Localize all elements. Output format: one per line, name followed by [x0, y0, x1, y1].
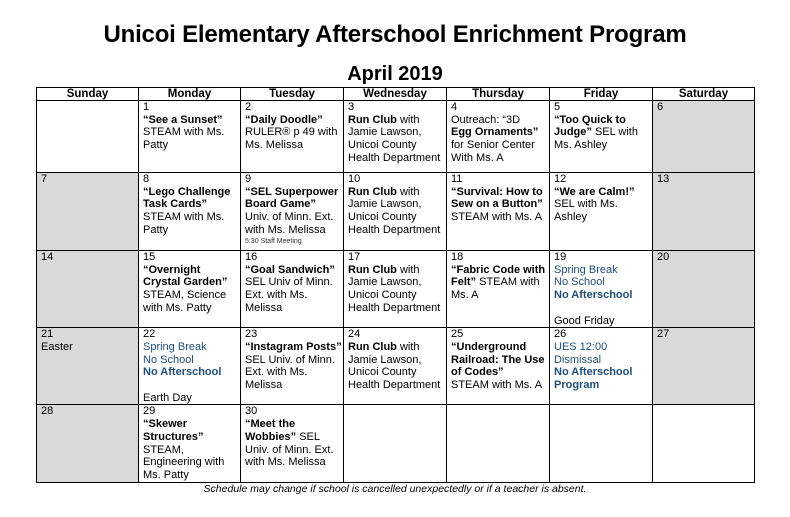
day-number: 30: [245, 405, 258, 418]
weekday-sunday: Sunday: [37, 88, 139, 101]
activity-desc: for Senior Center With Ms. A: [451, 139, 535, 164]
week-row: [37, 173, 755, 251]
day-cell-weekend: [653, 328, 755, 405]
activity-desc: STEAM with Ms. A: [451, 379, 543, 392]
activity-title: “Skewer Structures”: [143, 418, 204, 443]
weekday-saturday: Saturday: [653, 88, 755, 101]
day-number: 9: [245, 173, 252, 185]
day-number: 24: [348, 328, 361, 341]
activity-title: “Survival: How to Sew on a Button”: [451, 185, 543, 211]
notice-no-afterschool: No Afterschool: [554, 289, 633, 302]
week-row: [37, 405, 755, 483]
activity-desc: Univ. of Minn. Ext. with Ms. Melissa: [245, 211, 334, 236]
day-number: 20: [657, 251, 670, 263]
activity-title: “Instagram Posts”: [245, 340, 342, 353]
activity-title: Run Club: [348, 263, 397, 276]
day-cell-weekend: [37, 251, 139, 328]
activity-desc: Jamie Lawson, Unicoi County Health Department: [348, 353, 441, 392]
day-number: 18: [451, 251, 464, 263]
day-number: 12: [554, 173, 567, 185]
notice-spring-break: Spring Break: [554, 263, 618, 276]
week-row: [37, 328, 755, 405]
day-cell-empty: [37, 101, 139, 173]
day-number: 23: [245, 328, 258, 341]
day-number: 17: [348, 251, 361, 263]
activity-title: “Daily Doodle”: [245, 113, 323, 126]
weekday-monday: Monday: [139, 88, 241, 101]
day-cell-weekend: [37, 328, 139, 405]
activity-title: “Goal Sandwich”: [245, 263, 335, 276]
holiday-label: Good Friday: [554, 314, 615, 327]
notice-no-school: No School: [554, 276, 605, 289]
activity-desc: STEAM with Ms. Patty: [143, 211, 225, 236]
day-number: 7: [41, 173, 48, 185]
activity-desc-inline: with: [396, 185, 420, 198]
day-number: 6: [657, 101, 664, 113]
activity-title: Egg Ornaments”: [451, 126, 539, 139]
notice-no-afterschool: No Afterschool Program: [554, 366, 633, 392]
day-cell: [550, 173, 653, 251]
day-number: 28: [41, 405, 54, 418]
activity-title: “Overnight Crystal Garden”: [143, 263, 228, 289]
day-number: 21: [41, 328, 54, 341]
day-number: 16: [245, 251, 258, 263]
day-number: 2: [245, 101, 252, 113]
activity-pre: Outreach: “3D: [451, 113, 521, 126]
day-cell: [241, 405, 344, 483]
activity-title: Run Club: [348, 340, 397, 353]
weekday-tuesday: Tuesday: [241, 88, 344, 101]
activity-desc-inline: SEL with Ms. Ashley: [554, 126, 638, 152]
activity-desc: SEL with Ms. Ashley: [554, 198, 618, 224]
activity-desc-inline: with: [396, 340, 420, 353]
page-title: Unicoi Elementary Afterschool Enrichment Program: [103, 21, 687, 48]
activity-desc: STEAM with Ms. Patty: [143, 126, 225, 152]
activity-desc: STEAM, Engineering with Ms. Patty: [143, 443, 225, 481]
weekday-friday: Friday: [550, 88, 653, 101]
day-cell: [550, 328, 653, 405]
activity-title: “We are Calm!”: [554, 185, 635, 198]
weekday-header-row: [37, 88, 755, 101]
activity-desc-inline: with: [396, 113, 420, 126]
day-cell: [344, 173, 447, 251]
day-cell-weekend: [653, 251, 755, 328]
holiday-label: Easter: [41, 340, 73, 353]
day-cell: [447, 251, 550, 328]
day-cell: [241, 251, 344, 328]
activity-desc: RULER® p 49 with Ms. Melissa: [245, 126, 338, 152]
day-number: 14: [41, 251, 54, 263]
activity-title: “Lego Challenge Task Cards”: [143, 185, 231, 211]
calendar-table: [36, 87, 755, 483]
day-number: 15: [143, 251, 156, 263]
day-number: 4: [451, 101, 458, 113]
day-cell-weekend: [37, 405, 139, 483]
weekday-wednesday: Wednesday: [344, 88, 447, 101]
holiday-label: Earth Day: [143, 391, 192, 404]
day-number: 13: [657, 173, 670, 185]
day-number: 8: [143, 173, 150, 185]
day-cell: [139, 328, 241, 405]
day-cell: [139, 101, 241, 173]
day-cell: [139, 173, 241, 251]
activity-desc-inline: SEL Univ. of Minn. Ext. with Ms. Melissa: [245, 353, 335, 392]
day-cell: [344, 251, 447, 328]
activity-desc-inline: SEL Univ. of Minn. Ext. with Ms. Melissa: [245, 430, 334, 469]
staff-meeting-note: 5:30 Staff Meeting: [245, 237, 302, 245]
day-cell: [241, 101, 344, 173]
activity-title: “SEL Superpower Board Game”: [245, 185, 339, 211]
day-cell: [447, 173, 550, 251]
day-number: 19: [554, 251, 567, 263]
month-title: April 2019: [347, 63, 443, 85]
notice-spring-break: Spring Break: [143, 340, 207, 353]
day-number: 3: [348, 101, 355, 113]
week-row: [37, 101, 755, 173]
day-number: 10: [348, 173, 361, 185]
week-row: [37, 251, 755, 328]
activity-title: “Underground Railroad: The Use of Codes”: [451, 340, 545, 379]
day-cell-weekend: [37, 173, 139, 251]
activity-title: “Too Quick to Judge”: [554, 113, 626, 139]
day-cell: [344, 101, 447, 173]
day-cell: [550, 251, 653, 328]
day-cell: [139, 251, 241, 328]
activity-title: “Meet the Wobbies”: [245, 418, 297, 443]
day-number: 25: [451, 328, 464, 341]
day-cell: [447, 328, 550, 405]
activity-desc-inline: STEAM with Ms. A: [451, 276, 540, 302]
schedule-disclaimer: Schedule may change if school is cancelled unexpectedly or if a teacher is absent.: [203, 483, 587, 495]
activity-desc: Jamie Lawson, Unicoi County Health Department: [348, 126, 441, 164]
day-number: 27: [657, 328, 670, 341]
activity-title: Run Club: [348, 113, 397, 126]
day-cell: [241, 173, 344, 251]
activity-desc: STEAM with Ms. A: [451, 211, 543, 224]
day-number: 5: [554, 101, 561, 113]
day-cell-empty: [344, 405, 447, 483]
day-number: 26: [554, 328, 567, 341]
day-number: 22: [143, 328, 156, 341]
activity-desc: Jamie Lawson, Unicoi County Health Department: [348, 276, 441, 314]
day-cell-weekend: [653, 173, 755, 251]
day-cell-weekend: [653, 101, 755, 173]
day-number: 11: [451, 173, 463, 185]
activity-desc: STEAM, Science with Ms. Patty: [143, 289, 227, 314]
notice-no-afterschool: No Afterschool: [143, 366, 222, 379]
day-cell: [447, 101, 550, 173]
activity-title: Run Club: [348, 185, 397, 198]
day-cell: [139, 405, 241, 483]
day-cell-empty: [653, 405, 755, 483]
day-cell: [241, 328, 344, 405]
day-cell: [344, 328, 447, 405]
day-cell-empty: [550, 405, 653, 483]
notice-no-school: No School: [143, 353, 194, 366]
day-number: 1: [143, 101, 150, 113]
activity-title: “Fabric Code with Felt”: [451, 263, 546, 289]
day-number: 29: [143, 405, 156, 418]
day-cell-empty: [447, 405, 550, 483]
activity-desc-inline: with: [396, 263, 420, 276]
notice-early-dismissal: UES 12:00 Dismissal: [554, 340, 608, 366]
activity-desc: SEL Univ of Minn. Ext. with Ms. Melissa: [245, 276, 333, 314]
day-cell: [550, 101, 653, 173]
weekday-thursday: Thursday: [447, 88, 550, 101]
activity-desc: Jamie Lawson, Unicoi County Health Department: [348, 198, 441, 236]
activity-title: “See a Sunset”: [143, 113, 223, 126]
